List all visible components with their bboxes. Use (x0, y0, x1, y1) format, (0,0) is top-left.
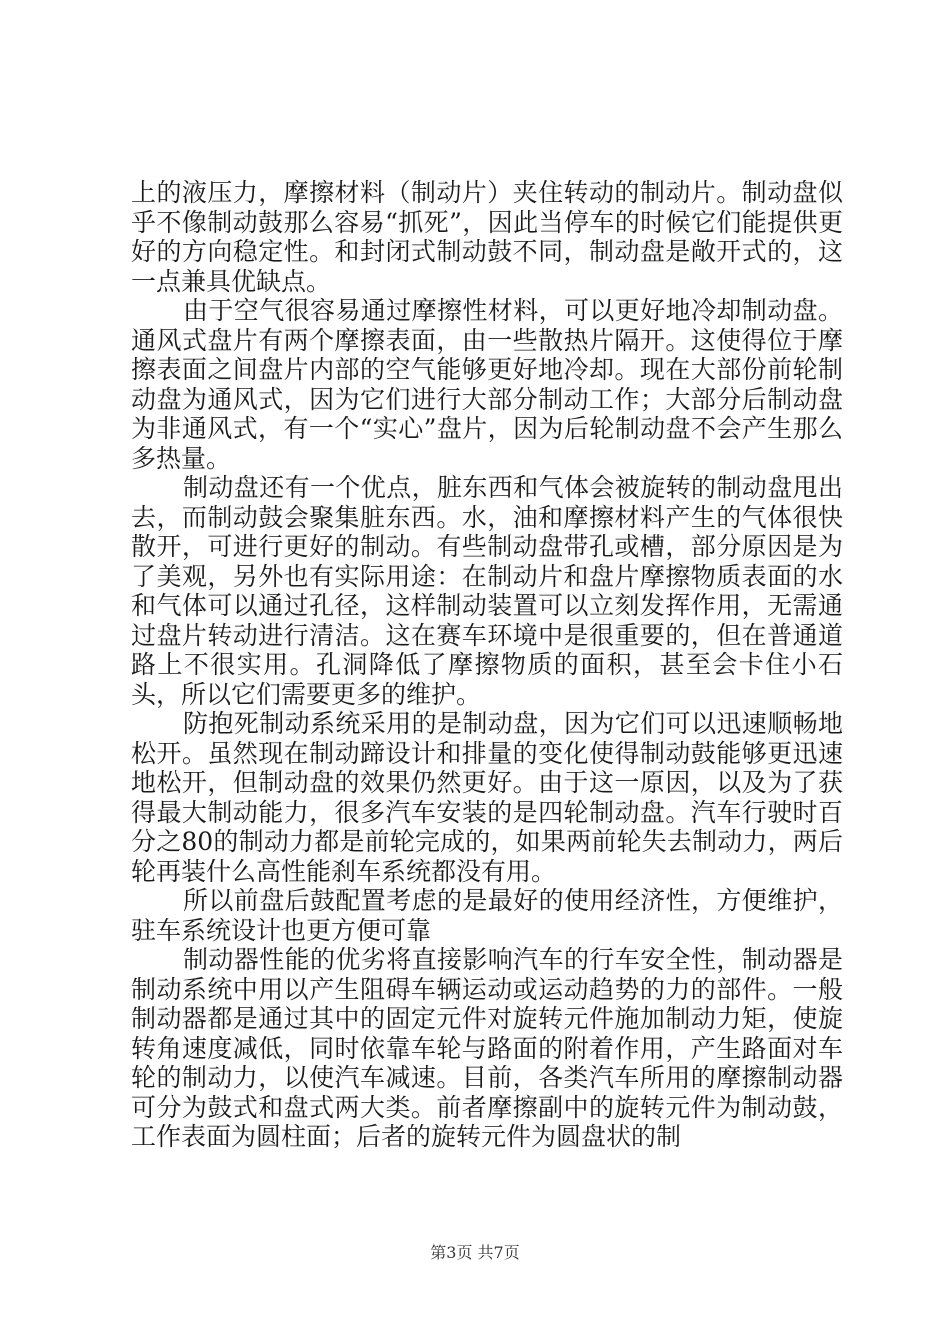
paragraph: 防抱死制动系统采用的是制动盘，因为它们可以迅速顺畅地松开。虽然现在制动蹄设计和排量的变化使得制动鼓能够更迅速地松开，但制动盘的效果仍然更好。由于这一原因，以及为了获得最大制动能力，很多汽车安装的是四轮制动盘。汽车行驶时百分之80的制动力都是前轮完成的，如果两前轮失去制动力，两后轮再装什么高性能刹车系统都没有用。 (131, 709, 843, 886)
paragraph: 所以前盘后鼓配置考虑的是最好的使用经济性，方便维护，驻车系统设计也更方便可靠 (131, 886, 843, 945)
paragraph-continued: 上的液压力，摩擦材料（制动片）夹住转动的制动片。制动盘似乎不像制动鼓那么容易“抓死”，因此当停车的时候它们能提供更好的方向稳定性。和封闭式制动鼓不同，制动盘是敞开式的，这一点兼具优缺点。 (131, 178, 843, 296)
page-number-footer: 第3页 共7页 (430, 1243, 520, 1262)
body-text (131, 178, 843, 1152)
paragraph: 由于空气很容易通过摩擦性材料，可以更好地冷却制动盘。通风式盘片有两个摩擦表面，由一些散热片隔开。这使得位于摩擦表面之间盘片内部的空气能够更好地冷却。现在大部份前轮制动盘为通风式，因为它们进行大部分制动工作；大部分后制动盘为非通风式，有一个“实心”盘片，因为后轮制动盘不会产生那么多热量。 (131, 296, 843, 473)
paragraph: 制动器性能的优劣将直接影响汽车的行车安全性，制动器是制动系统中用以产生阻碍车辆运动或运动趋势的力的部件。一般制动器都是通过其中的固定元件对旋转元件施加制动力矩，使旋转角速度减低，同时依靠车轮与路面的附着作用，产生路面对车轮的制动力，以使汽车减速。目前，各类汽车所用的摩擦制动器可分为鼓式和盘式两大类。前者摩擦副中的旋转元件为制动鼓，工作表面为圆柱面；后者的旋转元件为圆盘状的制 (131, 945, 843, 1151)
paragraph: 制动盘还有一个优点，脏东西和气体会被旋转的制动盘甩出去，而制动鼓会聚集脏东西。水，油和摩擦材料产生的气体很快散开，可进行更好的制动。有些制动盘带孔或槽，部分原因是为了美观，另外也有实际用途：在制动片和盘片摩擦物质表面的水和气体可以通过孔径，这样制动装置可以立刻发挥作用，无需通过盘片转动进行清洁。这在赛车环境中是很重要的，但在普通道路上不很实用。孔洞降低了摩擦物质的面积，甚至会卡住小石头，所以它们需要更多的维护。 (131, 473, 843, 709)
